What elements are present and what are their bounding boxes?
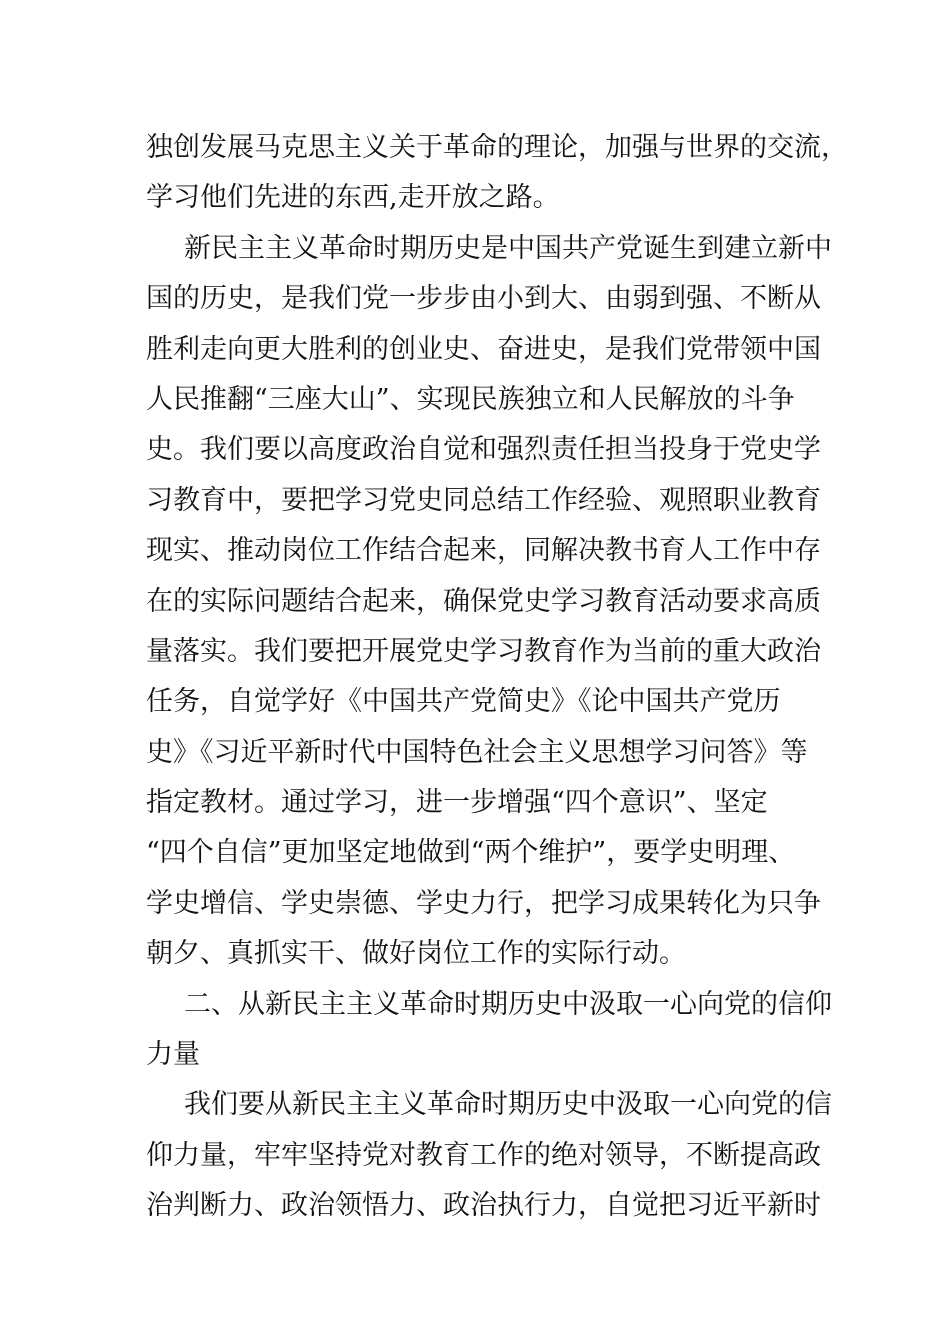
text-line: 学史增信、学史崇德、学史力行，把学习成果转化为只争 [146,887,821,919]
text-line: 胜利走向更大胜利的创业史、奋进史，是我们党带领中国 [146,333,821,365]
text-line: 任务，自觉学好《中国共产党简史》《论中国共产党历 [146,686,781,718]
text-line: 量落实。我们要把开展党史学习教育作为当前的重大政治 [146,635,821,667]
text-line: 国的历史，是我们党一步步由小到大、由弱到强、不断从 [146,283,821,315]
text-line: 现实、推动岗位工作结合起来，同解决教书育人工作中存 [146,535,821,567]
section-heading-line: 二、从新民主主义革命时期历史中汲取一心向党的信仰 [184,988,832,1020]
text-line: 人民推翻“三座大山”、实现民族独立和人民解放的斗争 [146,383,795,415]
text-line: 独创发展马克思主义关于革命的理论，加强与世界的交流， [146,132,848,163]
text-line: 在的实际问题结合起来，确保党史学习教育活动要求高质 [146,585,821,617]
paragraph-start-line: 新民主主义革命时期历史是中国共产党诞生到建立新中 [184,232,832,264]
text-line: 习教育中，要把学习党史同总结工作经验、观照职业教育 [146,484,821,516]
text-line: 学习他们先进的东西,走开放之路。 [146,182,560,214]
paragraph-start-line: 我们要从新民主主义革命时期历史中汲取一心向党的信 [184,1089,832,1121]
text-line: 史。我们要以高度政治自觉和强烈责任担当投身于党史学 [146,434,821,466]
text-line: 朝夕、真抓实干、做好岗位工作的实际行动。 [146,938,686,970]
text-line: 史》《习近平新时代中国特色社会主义思想学习问答》等 [146,736,808,768]
text-line: 仰力量，牢牢坚持党对教育工作的绝对领导，不断提高政 [146,1139,821,1171]
body-text [146,123,848,1232]
text-line: 治判断力、政治领悟力、政治执行力，自觉把习近平新时 [146,1190,821,1222]
section-heading-line: 力量 [146,1039,200,1071]
text-line: 指定教材。通过学习，进一步增强“四个意识”、坚定 [146,787,768,819]
text-line: “四个自信”更加坚定地做到“两个维护”，要学史明理、 [146,837,796,869]
